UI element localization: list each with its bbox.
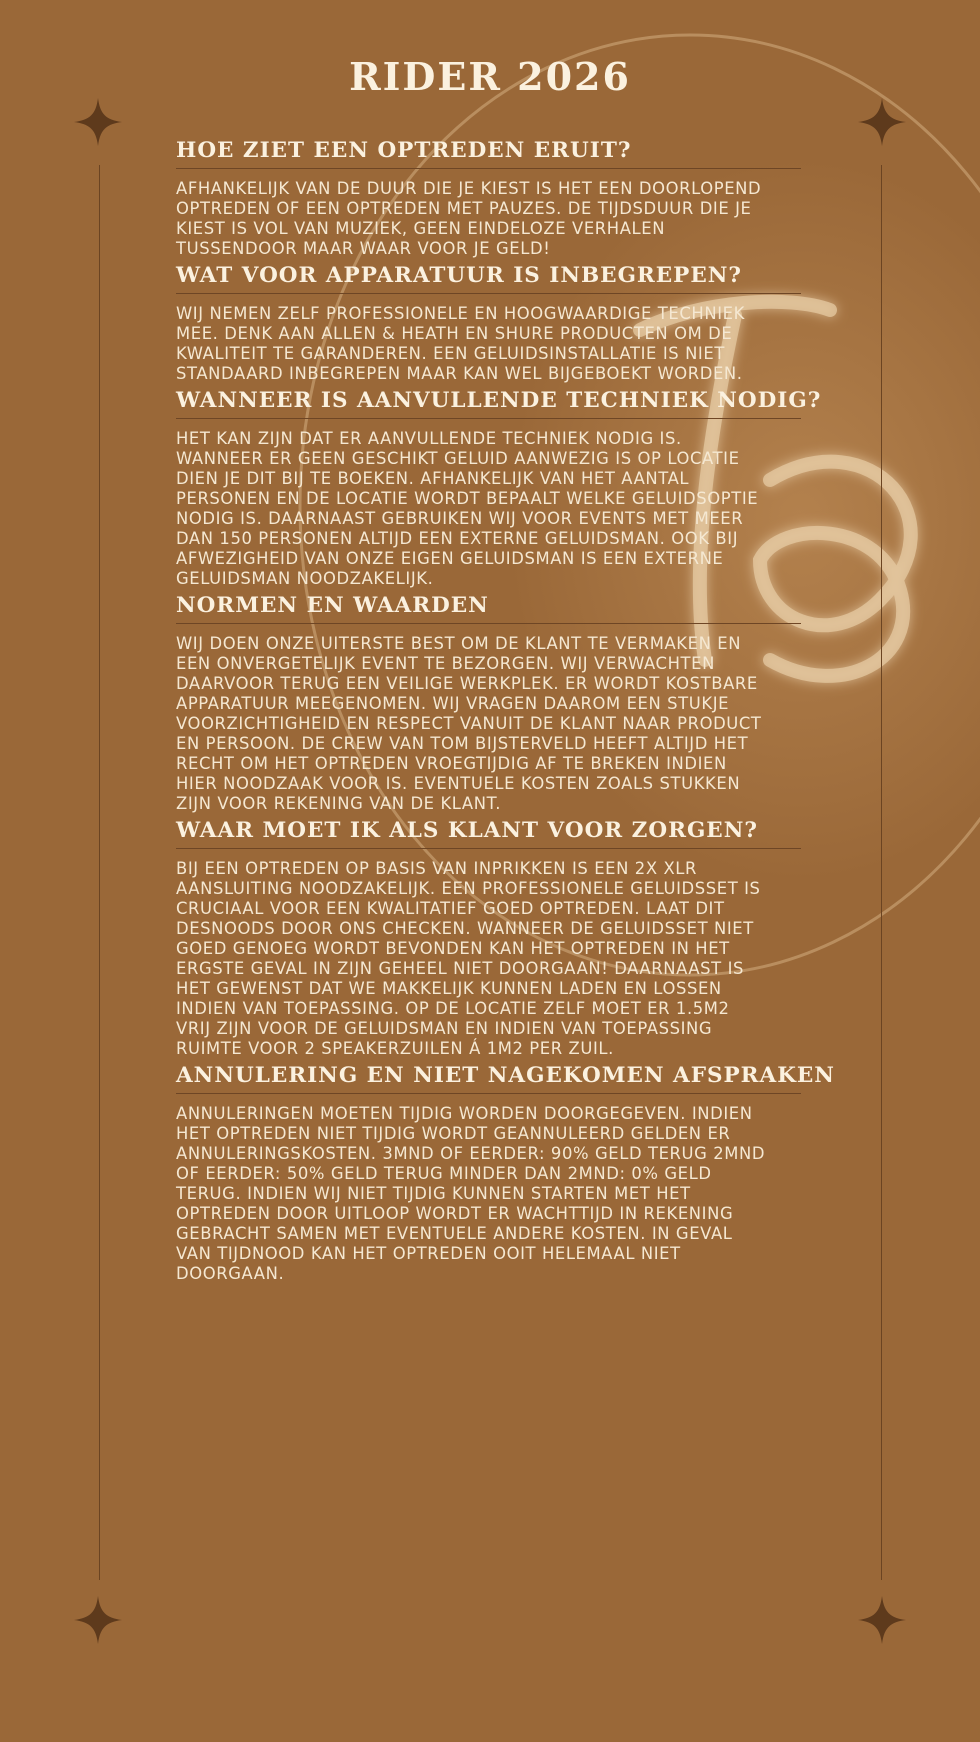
section-divider — [176, 848, 801, 849]
section-divider — [176, 418, 801, 419]
section-body: ANNULERINGEN MOETEN TIJDIG WORDEN DOORGEGEVEN. INDIEN HET OPTREDEN NIET TIJDIG WORDT GEANNULEERD GELDEN ER ANNULERINGSKOSTEN. 3MND OF EERDER: 90% GELD TERUG 2MND OF EERDER: 50% GELD TERUG MINDER DAN 2MND: 0% GELD TERUG. INDIEN WIJ NIET TIJDIG KUNNEN STARTEN MET HET OPTREDEN DOOR UITLOOP WORDT ER WACHTTIJD IN REKENING GEBRACHT SAMEN MET EVENTUELE ANDERE KOSTEN. IN GEVAL VAN TIJDNOOD KAN HET OPTREDEN OOIT HELEMAAL NIET DOORGAAN. — [176, 1104, 766, 1283]
section-body: HET KAN ZIJN DAT ER AANVULLENDE TECHNIEK NODIG IS. WANNEER ER GEEN GESCHIKT GELUID AANWEZIG IS OP LOCATIE DIEN JE DIT BIJ TE BOEKEN. AFHANKELIJK VAN HET AANTAL PERSONEN EN DE LOCATIE WORDT BEPAALT WELKE GELUIDSOPTIE NODIG IS. DAARNAAST GEBRUIKEN WIJ VOOR EVENTS MET MEER DAN 150 PERSONEN ALTIJD EEN EXTERNE GELUIDSMAN. OOK BIJ AFWEZIGHEID VAN ONZE EIGEN GELUIDSMAN IS EEN EXTERNE GELUIDSMAN NOODZAKELIJK. — [176, 429, 759, 588]
section-klant-zorgen — [176, 818, 801, 1063]
section-body: AFHANKELIJK VAN DE DUUR DIE JE KIEST IS HET EEN DOORLOPEND OPTREDEN OF EEN OPTREDEN MET PAUZES. DE TIJDSDUUR DIE JE KIEST IS VOL VAN MUZIEK, GEEN EINDELOZE VERHALEN TUSSENDOOR MAAR WAAR VOOR JE GELD! — [176, 179, 762, 258]
section-heading: WAAR MOET IK ALS KLANT VOOR ZORGEN? — [176, 818, 758, 843]
section-optreden — [176, 138, 801, 263]
section-annulering — [176, 1063, 835, 1288]
sparkle-icon — [74, 98, 122, 146]
section-apparatuur — [176, 263, 801, 388]
section-heading: WAT VOOR APPARATUUR IS INBEGREPEN? — [176, 263, 742, 288]
section-aanvullende-techniek — [176, 388, 822, 593]
section-body: WIJ DOEN ONZE UITERSTE BEST OM DE KLANT TE VERMAKEN EN EEN ONVERGETELIJK EVENT TE BEZORGEN. WIJ VERWACHTEN DAARVOOR TERUG EEN VEILIGE WERKPLEK. ER WORDT KOSTBARE APPARATUUR MEEGENOMEN. WIJ VRAGEN DAAROM EEN STUKJE VOORZICHTIGHEID EN RESPECT VANUIT DE KLANT NAAR PRODUCT EN PERSOON. DE CREW VAN TOM BIJSTERVELD HEEFT ALTIJD HET RECHT OM HET OPTREDEN VROEGTIJDIG AF TE BREKEN INDIEN HIER NOODZAAK VOOR IS. EVENTUELE KOSTEN ZOALS STUKKEN ZIJN VOOR REKENING VAN DE KLANT. — [176, 634, 762, 813]
section-heading: HOE ZIET EEN OPTREDEN ERUIT? — [176, 138, 632, 163]
sparkle-icon — [858, 98, 906, 146]
section-divider — [176, 623, 801, 624]
section-divider — [176, 168, 801, 169]
section-body: BIJ EEN OPTREDEN OP BASIS VAN INPRIKKEN IS EEN 2X XLR AANSLUITING NOODZAKELIJK. EEN PROFESSIONELE GELUIDSSET IS CRUCIAAL VOOR EEN KWALITATIEF GOED OPTREDEN. LAAT DIT DESNOODS DOOR ONS CHECKEN. WANNEER DE GELUIDSSET NIET GOED GENOEG WORDT BEVONDEN KAN HET OPTREDEN IN HET ERGSTE GEVAL IN ZIJN GEHEEL NIET DOORGAAN! DAARNAAST IS HET GEWENST DAT WE MAKKELIJK KUNNEN LADEN EN LOSSEN INDIEN VAN TOEPASSING. OP DE LOCATIE ZELF MOET ER 1.5M2 VRIJ ZIJN VOOR DE GELUIDSMAN EN INDIEN VAN TOEPASSING RUIMTE VOOR 2 SPEAKERZUILEN Á 1M2 PER ZUIL. — [176, 859, 761, 1058]
section-heading: WANNEER IS AANVULLENDE TECHNIEK NODIG? — [176, 388, 822, 413]
right-frame-line — [881, 165, 882, 1580]
sparkle-icon — [74, 1596, 122, 1644]
sparkle-icon — [858, 1596, 906, 1644]
section-normen-waarden — [176, 593, 801, 818]
section-divider — [176, 293, 801, 294]
section-divider — [176, 1093, 801, 1094]
left-frame-line — [99, 165, 100, 1580]
rider-content — [176, 138, 835, 1288]
section-heading: ANNULERING EN NIET NAGEKOMEN AFSPRAKEN — [176, 1063, 835, 1088]
page-title: RIDER 2026 — [349, 54, 631, 99]
section-heading: NORMEN EN WAARDEN — [176, 593, 489, 618]
section-body: WIJ NEMEN ZELF PROFESSIONELE EN HOOGWAARDIGE TECHNIEK MEE. DENK AAN ALLEN & HEATH EN SHURE PRODUCTEN OM DE KWALITEIT TE GARANDEREN. EEN GELUIDSINSTALLATIE IS NIET STANDAARD INBEGREPEN MAAR KAN WEL BIJGEBOEKT WORDEN. — [176, 304, 745, 383]
